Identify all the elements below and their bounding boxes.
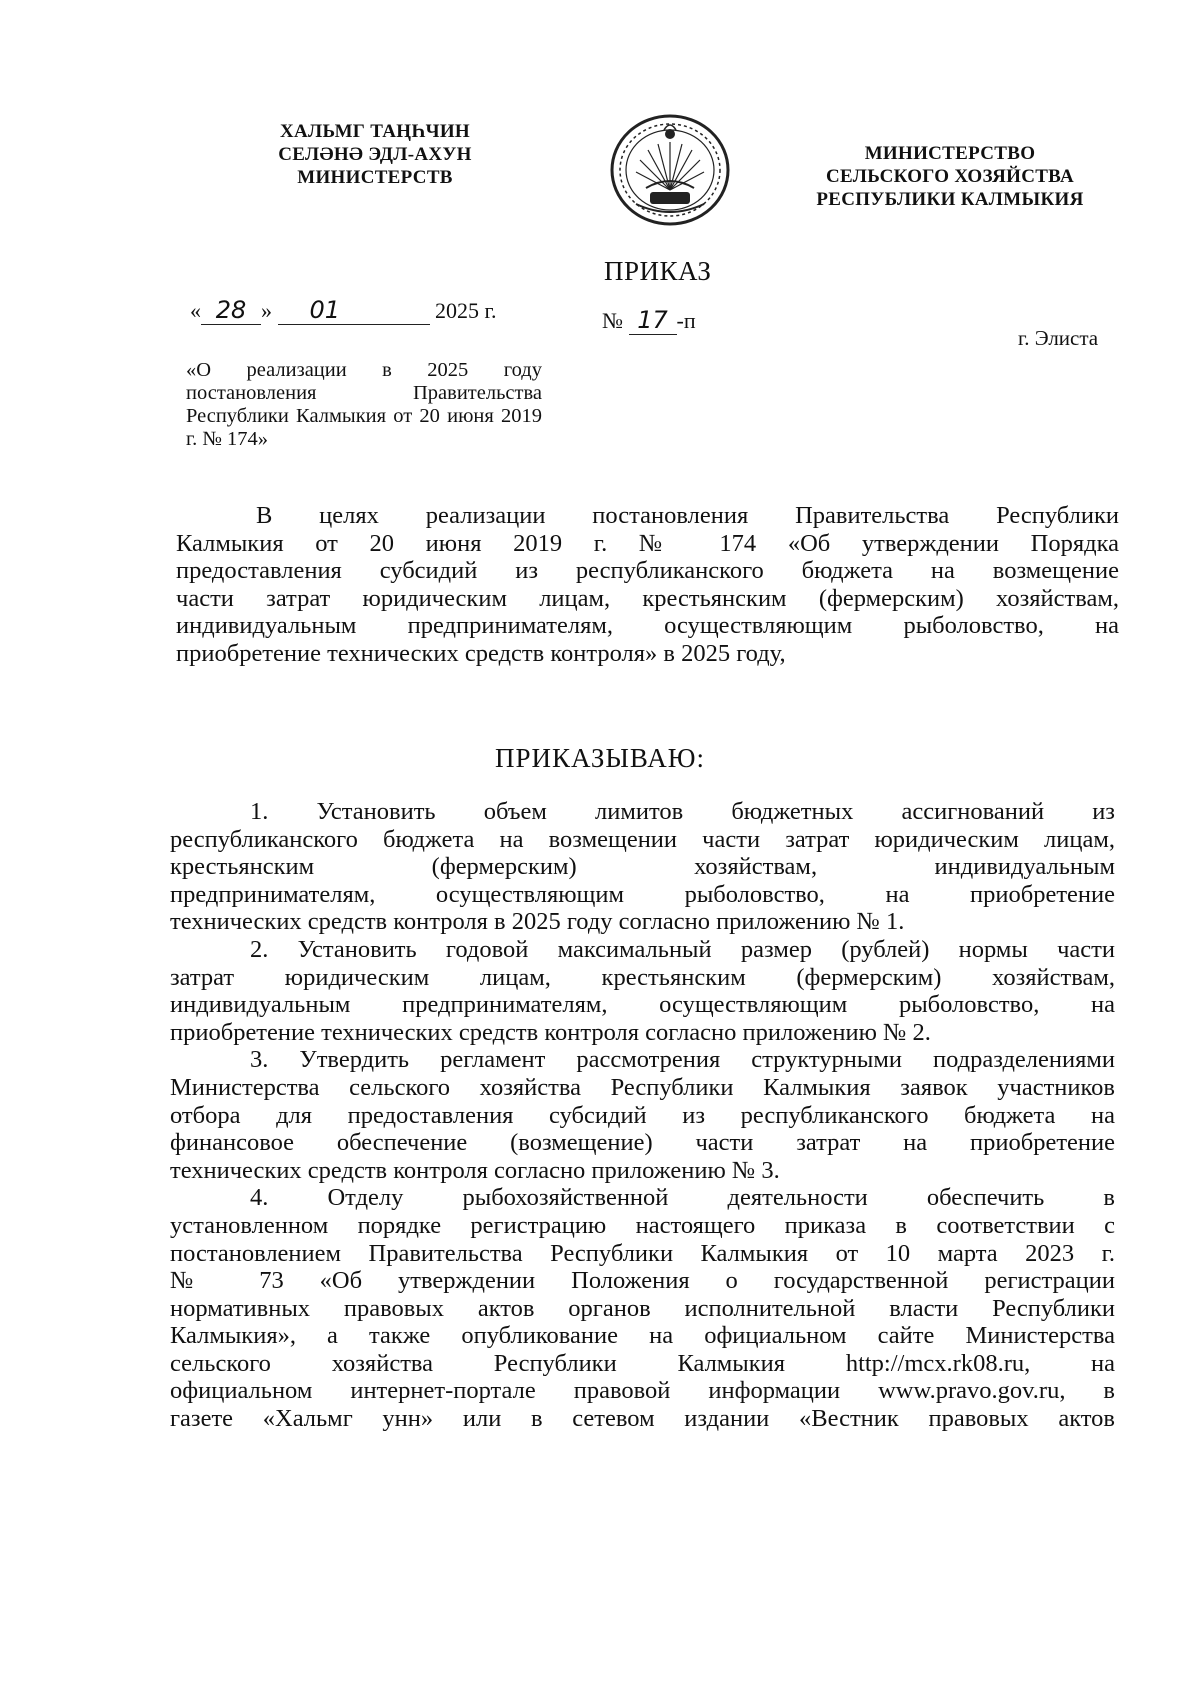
- ministry-name-russian-line: СЕЛЬСКОГО ХОЗЯЙСТВА: [826, 166, 1074, 187]
- ministry-name-kalmyk: [250, 120, 500, 189]
- ministry-name-russian-line: МИНИСТЕРСТВО: [864, 143, 1036, 164]
- item-1-line: 1. Установить объем лимитов бюджетных ассигнований из: [250, 798, 1115, 825]
- preamble-line: приобретение технических средств контроля» в 2025 году,: [176, 639, 786, 667]
- item-1-line: республиканского бюджета на возмещении части затрат юридическим лицам,: [170, 825, 1115, 853]
- item-2-line: приобретение технических средств контроля согласно приложению № 2.: [170, 1018, 931, 1046]
- item-2-line: 2. Установить годовой максимальный размер (рублей) нормы части: [250, 935, 1115, 963]
- preamble-line: индивидуальным предпринимателям, осуществляющим рыболовство, на: [176, 612, 1119, 640]
- preamble-line: предоставления субсидий из республиканского бюджета на возмещение: [176, 557, 1119, 585]
- ministry-name-russian-line: РЕСПУБЛИКИ КАЛМЫКИЯ: [816, 189, 1084, 210]
- item-3-line: технических средств контроля согласно приложению № 3.: [170, 1156, 780, 1184]
- item-4-line: сельского хозяйства Республики Калмыкия http://mcx.rk08.ru, на: [170, 1349, 1115, 1377]
- item-4-line: нормативных правовых актов органов исполнительной власти Республики: [170, 1294, 1115, 1322]
- item-4-line: 4. Отделу рыбохозяйственной деятельности обеспечить в: [250, 1184, 1115, 1212]
- number-value: 17: [629, 306, 677, 335]
- item-4-line: официальном интернет-портале правовой информации www.pravo.gov.ru, в: [170, 1377, 1115, 1405]
- ministry-name-kalmyk-line: СЕЛӘНӘ ЭДЛ-АХУН: [278, 144, 472, 165]
- item-1-line: крестьянским (фермерским) хозяйствам, индивидуальным: [170, 853, 1115, 881]
- item-1-line: предпринимателям, осуществляющим рыболовство, на приобретение: [170, 880, 1115, 908]
- preamble: [176, 502, 1119, 668]
- item-3-line: отбора для предоставления субсидий из республиканского бюджета на: [170, 1101, 1115, 1129]
- preamble-line: Калмыкия от 20 июня 2019 г. № 174 «Об утверждении Порядка: [176, 529, 1119, 557]
- date-open-quote: «: [190, 298, 201, 323]
- document-title: ПРИКАЗ: [604, 256, 712, 286]
- item-3-line: Министерства сельского хозяйства Республики Калмыкия заявок участников: [170, 1073, 1115, 1101]
- date-year: 2025 г.: [435, 298, 497, 323]
- preamble-line: В целях реализации постановления Правительства Республики: [256, 502, 1119, 529]
- date-month: 01: [278, 296, 430, 325]
- item-1-line: технических средств контроля в 2025 году согласно приложению № 1.: [170, 908, 905, 936]
- ministry-name-kalmyk-line: МИНИСТЕРСТВ: [297, 167, 453, 188]
- item-4-line: Калмыкия», а также опубликование на официальном сайте Министерства: [170, 1322, 1115, 1350]
- item-4-line: № 73 «Об утверждении Положения о государственной регистрации: [170, 1267, 1115, 1295]
- kalmykia-coat-of-arms-icon: [606, 112, 734, 228]
- order-subject: «О реализации в 2025 году постановления Правительства Республики Калмыкия от 20 июня 2019 г. № 174»: [186, 359, 542, 450]
- item-4-line: газете «Хальмг унн» или в сетевом издании «Вестник правовых актов: [170, 1405, 1115, 1433]
- number-prefix: №: [602, 308, 623, 333]
- item-2-line: затрат юридическим лицам, крестьянским (фермерским) хозяйствам,: [170, 963, 1115, 991]
- directive-heading: ПРИКАЗЫВАЮ:: [495, 743, 705, 773]
- ministry-name-russian: [805, 142, 1095, 211]
- item-3-line: 3. Утвердить регламент рассмотрения структурными подразделениями: [250, 1046, 1115, 1074]
- order-date: [190, 296, 497, 325]
- item-2-line: индивидуальным предпринимателям, осуществляющим рыболовство, на: [170, 991, 1115, 1019]
- date-close-quote: »: [261, 298, 272, 323]
- item-4-line: установленном порядке регистрацию настоящего приказа в соответствии с: [170, 1211, 1115, 1239]
- date-day: 28: [201, 296, 261, 325]
- order-items: [170, 798, 1115, 1433]
- order-city: г. Элиста: [1018, 326, 1099, 350]
- ministry-name-kalmyk-line: ХАЛЬМГ ТАҢҺЧИН: [279, 121, 471, 142]
- item-4-line: постановлением Правительства Республики Калмыкия от 10 марта 2023 г.: [170, 1239, 1115, 1267]
- item-3-line: финансовое обеспечение (возмещение) части затрат на приобретение: [170, 1129, 1115, 1157]
- order-number: [602, 306, 696, 335]
- preamble-line: части затрат юридическим лицам, крестьянским (фермерским) хозяйствам,: [176, 584, 1119, 612]
- number-suffix: -п: [676, 308, 696, 333]
